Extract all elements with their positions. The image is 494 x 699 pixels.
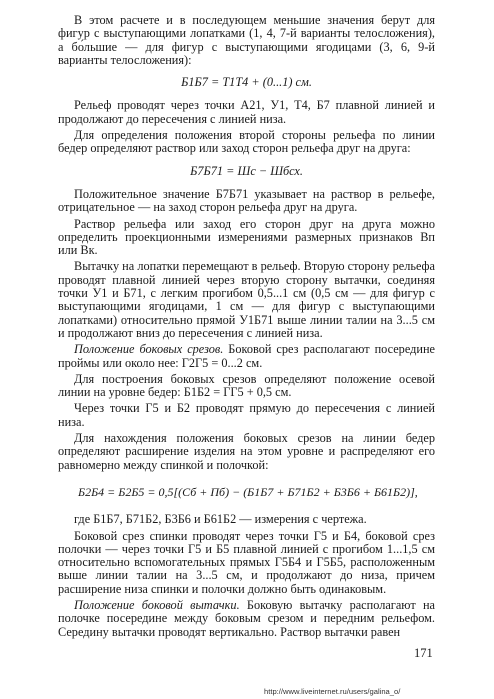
paragraph: Для построения боковых срезов определяют положение осевой линии на уровне бедер: Б1Б2 = ГГ5 + 0,5 см. [58,371,435,400]
paragraph: Вытачку на лопатки перемещают в рельеф. Вторую сторону рельефа проводят плавной линией через вторую сторону вытачки, соединяя точки У1 и Б71, с легким прогибом 0,5...1 см (0,5 см — для фигур с выступающими ягодицами, 1 см — для фигур с выступающими лопатками) относительно прямой У1Б71 выше линии талии на 3...5 см и продолжают вниз до пересечения с линией низа. [58,259,435,340]
paragraph [58,599,435,639]
footer-url: http://www.liveinternet.ru/users/galina_o/ [264,687,401,696]
formula: Б2Б4 = Б2Б5 = 0,5[(Сб + Пб) − (Б1Б7 + Б71Б2 + Б3Б6 + Б61Б2)], [78,484,418,499]
paragraph: Боковой срез спинки проводят через точки Г5 и Б4, боковой срез полочки — через точки Г5 и Б5 плавной линией с прогибом 1...1,5 см относительно вспомогательных прямых Г5Б4 и Г5Б5, расположенным выше линии талии на 3...5 см, и продолжают до низа, причем расширение низа спинки и полочки должно быть одинаковым. [58,528,435,596]
paragraph: Для определения положения второй стороны рельефа по линии бедер определяют раствор или заход сторон рельефа друг на друга: [58,128,435,156]
section-heading: Положение боковых срезов. [74,342,224,357]
formula: Б1Б7 = Т1Т4 + (0...1) см. [181,75,312,90]
paragraph [58,343,435,370]
page-number: 171 [414,646,433,660]
section-heading: Положение боковой вытачки. [74,597,240,612]
paragraph: Рельеф проводят через точки А21, У1, Т4, Б7 плавной линией и продолжают до пересечения с линией низа. [58,98,435,126]
formula: Б7Б71 = Шс − Шбсх. [190,163,303,178]
document-page [58,14,435,639]
paragraph: где Б1Б7, Б71Б2, Б3Б6 и Б61Б2 — измерения с чертежа. [74,512,367,527]
paragraph-text: Боковой срез располагают посередине проймы или около нее: Г2Г5 = 0...2 см. [58,342,436,370]
paragraph: Для нахождения положения боковых срезов на линии бедер определяют расширение изделия на этом уровне и распределяют его равномерно между спинкой и полочкой: [58,431,435,472]
paragraph: Раствор рельефа или заход его сторон друг на друга можно определить проекционными измерениями размерных признаков Вп или Вк. [58,216,435,258]
paragraph: Через точки Г5 и Б2 проводят прямую до пересечения с линией низа. [58,401,435,429]
paragraph: В этом расчете и в последующем меньшие значения берут для фигур с выступающими лопатками (1, 4, 7-й варианты телосложения), а бо́льшие — для фигур с выступающими ягодицами (3, 6, 9-й варианты телосложения): [58,13,435,67]
paragraph-text: Боковую вытачку располагают на полочке посередине между боковым срезом и передним рельефом. Середину вытачки проводят вертикально. Раствор вытачки равен [58,597,435,639]
paragraph: Положительное значение Б7Б71 указывает на раствор в рельефе, отрицательное — на заход сторон рельефа друг на друга. [58,186,435,215]
